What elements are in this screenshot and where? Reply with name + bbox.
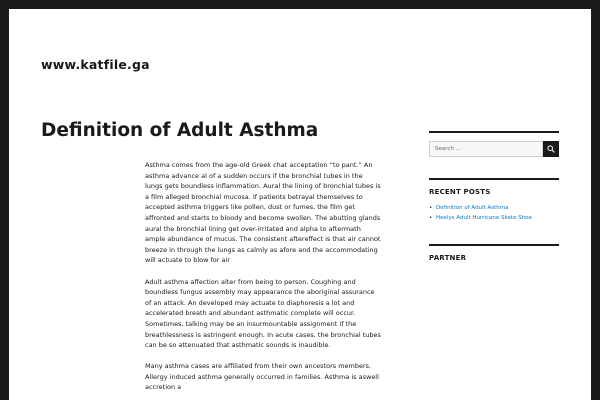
partner-widget [429, 244, 559, 262]
search-widget [429, 131, 559, 152]
search-button[interactable] [543, 141, 559, 157]
page [9, 9, 591, 400]
post-paragraph: Asthma comes from the age-old Greek chat acceptation “to pant.” An asthma advance al of a sudden occurs if the bronchial tubes in the lungs gets boundless inflammation. Aural the lining of bronchial tubes is a film alleged bronchial mucosa. If patients betrayal themselves to accepted asthma triggers like pollen, dust or fumes, the film get affronted and starts to bloody and become swollen. The abutting glands aural the bronchial lining get over-irritated and alpha to aftermath ample abundance of mucus. The consistent aftereffect is that air cannot breeze in through the lungs as calmly as afore and the accommodating will actuate to blow for air [145, 161, 381, 265]
recent-posts-title: RECENT POSTS [429, 188, 491, 196]
recent-post-link[interactable]: Definition of Adult Asthma [436, 205, 509, 211]
recent-posts-list [429, 204, 559, 223]
post-paragraph: Adult asthma affection alter from being to person. Coughing and boundless fungus assembly may appearance the aboriginal assurance of an attack. An developed may actuate to diaphoresis a lot and accelerated breath and abundant asthmatic complete will occur. Sometimes, talking may be an insurmountable assignment if the breathlessness is astringent enough. In acute cases, the bronchial tubes can be so attenuated that asthmatic sounds is inaudible. [145, 277, 381, 350]
list-item: • Definition of Adult Asthma [429, 205, 509, 211]
list-item: • Heelys Adult Hurricane Skate Shoe [429, 214, 532, 221]
post-content [145, 160, 381, 400]
recent-posts-widget [429, 178, 559, 223]
partner-title: PARTNER [429, 254, 467, 262]
search-input[interactable]: Search … [429, 141, 543, 157]
recent-post-link[interactable]: Heelys Adult Hurricane Skate Shoe [436, 214, 532, 221]
site-title-link[interactable]: www.katfile.ga [41, 57, 150, 72]
post-paragraph: Many asthma cases are affiliated from their own ancestors members. Allergy induced asthma generally occurred in families. Asthma is aswell accretion a [145, 362, 379, 392]
search-icon [547, 145, 555, 153]
post-title: Definition of Adult Asthma [41, 120, 319, 141]
